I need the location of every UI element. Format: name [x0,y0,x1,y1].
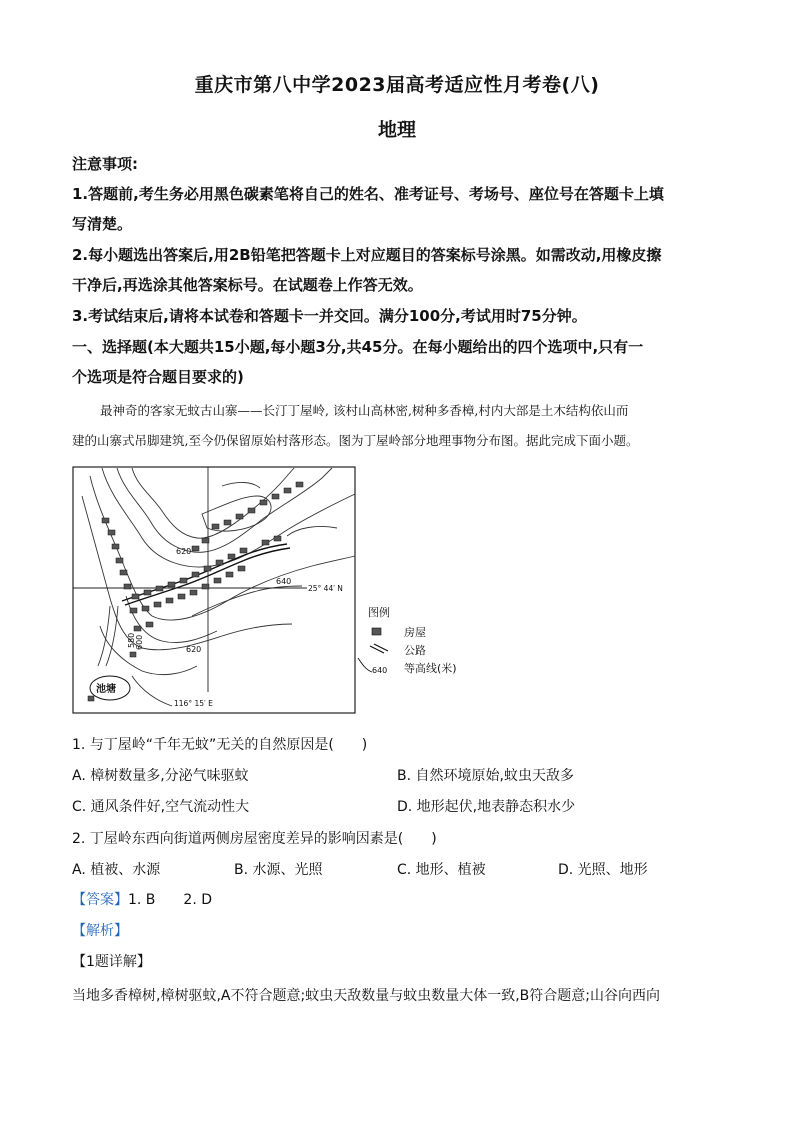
answer-text: 1. B 2. D [128,892,212,908]
passage-line-2: 建的山寨式吊脚建筑,至今仍保留原始村落形态。图为丁屋岭部分地理事物分布图。据此完成下面小题。 [72,433,639,448]
question-1-option-d: D. 地形起伏,地表静态积水少 [397,799,576,815]
legend-road-symbol [370,646,384,653]
question-2-option-b: B. 水源、光照 [234,862,323,878]
notice-line-1b: 写清楚。 [72,215,133,233]
pond-label: 池塘 [96,684,116,695]
subject-title: 地理 [377,119,416,141]
contour-label: 620 [176,547,192,556]
notice-line-1a: 1.答题前,考生务必用黑色碳素笔将自己的姓名、准考证号、考场号、座位号在答题卡上填 [72,185,664,203]
legend-contour-label: 等高线(米) [404,662,457,675]
question-2-option-a: A. 植被、水源 [72,862,161,878]
contour-label: 580 [127,632,136,648]
longitude-label: 116° 15′ E [174,699,213,708]
legend-contour-value: 640 [372,666,388,675]
question-1-option-c: C. 通风条件好,空气流动性大 [72,799,250,815]
notice-line-2a: 2.每小题选出答案后,用2B铅笔把答题卡上对应题目的答案标号涂黑。如需改动,用橡皮擦 [72,246,662,264]
legend-title: 图例 [368,606,390,619]
question-2-stem: 2. 丁屋岭东西向街道两侧房屋密度差异的影响因素是( ) [72,831,437,847]
section-line-2: 个选项是符合题目要求的) [72,368,244,386]
contour-map-figure [72,466,356,714]
question-1-option-a: A. 樟树数量多,分泌气味驱蚊 [72,768,249,784]
question-2-option-c: C. 地形、植被 [397,862,486,878]
notice-line-3: 3.考试结束后,请将本试卷和答题卡一并交回。满分100分,考试用时75分钟。 [72,307,587,325]
legend-road-label: 公路 [404,644,426,657]
legend-house-label: 房屋 [404,626,426,639]
section-line-1: 一、选择题(本大题共15小题,每小题3分,共45分。在每小题给出的四个选项中,只有一 [72,338,644,356]
analysis-tag: 【解析】 [72,923,128,939]
contour-label: 620 [186,645,202,654]
question-1-option-b: B. 自然环境原始,蚊虫天敌多 [397,768,574,784]
passage-line-1: 最神奇的客家无蚊古山寨——长汀丁屋岭, 该村山高林密,树种多香樟,村内大部是土木结构依山而 [100,403,629,418]
question-1-stem: 1. 与丁屋岭“千年无蚊”无关的自然原因是( ) [72,737,368,753]
map-legend [356,600,506,690]
answer-line [72,889,212,909]
contour-label: 640 [276,577,292,586]
detail-tag: 【1题详解】 [72,954,151,970]
legend-house-symbol [372,628,381,635]
exam-title: 重庆市第八中学2023届高考适应性月考卷(八) [194,74,600,96]
notice-line-2b: 干净后,再选涂其他答案标号。在试题卷上作答无效。 [72,276,423,294]
answer-tag: 【答案】 [72,892,128,908]
analysis-text: 当地多香樟树,樟树驱蚊,A不符合题意;蚊虫天敌数量与蚊虫数量大体一致,B符合题意;山谷向西向 [72,988,660,1004]
latitude-label: 25° 44′ N [308,584,343,593]
legend-contour-symbol [358,658,372,672]
notice-heading: 注意事项: [72,155,138,173]
question-2-option-d: D. 光照、地形 [558,862,648,878]
contour-label: 600 [135,634,144,650]
